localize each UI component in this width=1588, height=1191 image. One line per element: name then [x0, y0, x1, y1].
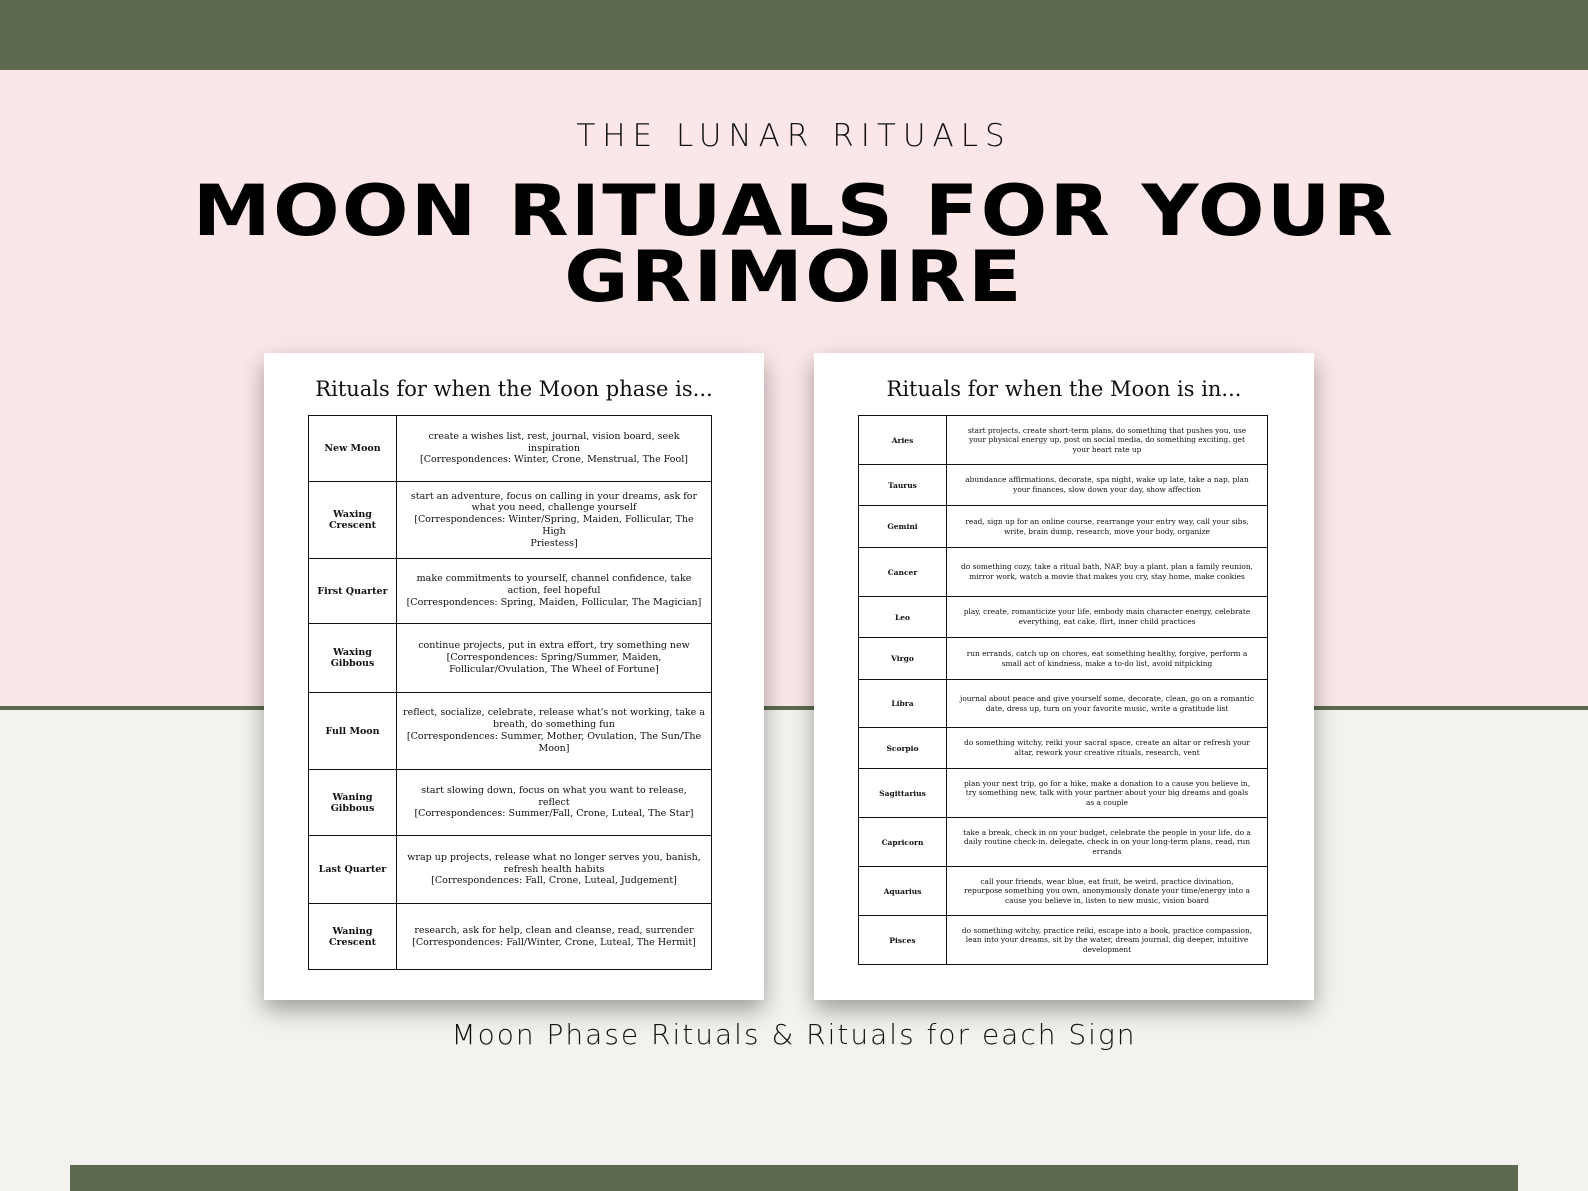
phase-label: Gibbous — [330, 802, 375, 814]
sign-label-cell — [859, 506, 947, 548]
sign-description-line: your heart rate up — [1072, 444, 1142, 454]
sign-description-cell — [947, 597, 1268, 638]
sign-row — [859, 769, 1268, 818]
sign-description-line: cause you believe in, listen to new music, vision board — [1005, 895, 1209, 905]
phase-row — [309, 836, 712, 904]
sign-row — [859, 416, 1268, 465]
sign-label: Leo — [894, 612, 911, 622]
phase-label: Full Moon — [325, 725, 380, 737]
sign-description-cell — [947, 638, 1268, 680]
phase-row — [309, 693, 712, 770]
sign-description-line: mirror work, watch a movie that makes you cry, stay home, make cookies — [969, 572, 1245, 581]
moon-phase-table — [308, 415, 712, 970]
phase-row — [309, 416, 712, 482]
sign-description-line: call your friends, wear blue, eat fruit, be weird, practice divination, — [980, 876, 1234, 886]
phase-label: Crescent — [328, 520, 377, 531]
phase-description-line: create a wishes list, rest, journal, vision board, seek — [428, 430, 680, 442]
sign-label: Aquarius — [883, 886, 922, 896]
phase-description-line: [Correspondences: Summer, Mother, Ovulation, The Sun/The — [406, 731, 702, 742]
phase-description-line: Moon] — [538, 742, 570, 754]
phase-description-line: [Correspondences: Summer/Fall, Crone, Luteal, The Star] — [414, 808, 694, 820]
phase-label: Gibbous — [330, 658, 375, 669]
moon-sign-table — [858, 415, 1268, 965]
sign-label-cell — [859, 680, 947, 728]
phase-row — [309, 904, 712, 970]
sign-description-line: take a break, check in on your budget, celebrate the people in your life, do a — [963, 827, 1251, 837]
phase-description-line: [Correspondences: Winter, Crone, Menstrual, The Fool] — [419, 454, 688, 466]
phase-label: Crescent — [328, 936, 377, 948]
top-bar — [0, 0, 1588, 70]
sign-label: Virgo — [891, 654, 914, 663]
phase-description-line: [Correspondences: Spring, Maiden, Follicular, The Magician] — [406, 596, 702, 608]
sign-description-line: repurpose something you own, anonymously donate your time/energy into a — [964, 886, 1250, 896]
sign-description-line: plan your next trip, go for a hike, make a donation to a cause you believe in, — [963, 778, 1251, 788]
phase-label-cell — [309, 559, 397, 624]
phase-description-line: start slowing down, focus on what you want to release, — [421, 784, 687, 796]
headline-line-1: MOON RITUALS FOR YOUR — [192, 170, 1396, 252]
phase-label-cell — [309, 482, 397, 559]
sign-description-line: errands — [1092, 846, 1122, 856]
sign-description-line: try something new, talk with your partner about your big dreams and goals — [965, 788, 1249, 798]
sign-label-cell — [859, 597, 947, 638]
phase-description-cell — [397, 482, 712, 559]
sign-label: Capricorn — [881, 837, 924, 847]
phase-description-line: Follicular/Ovulation, The Wheel of Fortune] — [449, 663, 659, 675]
phase-description-line: breath, do something fun — [493, 719, 615, 731]
sign-description-line: do something cozy, take a ritual bath, NAP, buy a plant, plan a family reunion, — [961, 562, 1253, 572]
phase-description-cell — [397, 624, 712, 693]
phase-description-line: action, feel hopeful — [507, 585, 601, 597]
sign-description-line: everything, eat cake, flirt, inner child practices — [1018, 617, 1196, 626]
headline-line-2: GRIMOIRE — [564, 236, 1024, 318]
sign-label: Pisces — [889, 935, 916, 945]
sign-label-cell — [859, 867, 947, 916]
phase-description-line: reflect — [538, 796, 570, 808]
caption: Moon Phase Rituals & Rituals for each Sign — [451, 1018, 1137, 1051]
sign-label-cell — [859, 416, 947, 465]
sign-description-line: abundance affirmations, decorate, spa night, wake up late, take a nap, plan — [965, 475, 1249, 485]
phase-label: Waning — [332, 925, 373, 937]
sign-description-line: play, create, romanticize your life, embody main character energy, celebrate — [963, 607, 1251, 617]
sign-label: Sagittarius — [879, 788, 926, 798]
sign-description-line: daily routine check-in, delegate, check in on your long-term plans, read, run — [963, 837, 1251, 847]
sign-description-line: read, sign up for an online course, rearrange your entry way, call your sibs, — [965, 516, 1249, 526]
phase-label-cell — [309, 624, 397, 693]
sign-description-cell — [947, 818, 1268, 867]
moon-sign-page-title: Rituals for when the Moon is in... — [886, 377, 1242, 401]
phase-description-line: [Correspondences: Fall/Winter, Crone, Luteal, The Hermit] — [412, 936, 696, 948]
sign-description-line: small act of kindness, make a to-do list, avoid nitpicking — [1001, 658, 1213, 668]
sign-description-cell — [947, 769, 1268, 818]
phase-description-cell — [397, 416, 712, 482]
phase-description-line: reflect, socialize, celebrate, release what's not working, take a — [403, 707, 705, 719]
sign-label-cell — [859, 818, 947, 867]
phase-description-cell — [397, 904, 712, 970]
phase-description-line: Priestess] — [530, 537, 578, 549]
sign-label: Scorpio — [886, 743, 919, 753]
phase-description-line: continue projects, put in extra effort, try something new — [418, 640, 690, 652]
sign-label-cell — [859, 769, 947, 818]
phase-label: New Moon — [324, 443, 381, 454]
sign-description-cell — [947, 416, 1268, 465]
sign-description-line: your finances, slow down your day, show affection — [1013, 485, 1201, 494]
phase-row — [309, 559, 712, 624]
sign-label-cell — [859, 548, 947, 597]
phase-description-cell — [397, 693, 712, 770]
phase-description-line: inspiration — [527, 442, 581, 454]
sign-description-line: journal about peace and give yourself some, decorate, clean, go on a romantic — [960, 693, 1254, 703]
sign-label-cell — [859, 465, 947, 506]
sign-description-line: your physical energy up, post on social media, do something exciting, get — [969, 435, 1245, 445]
sign-description-cell — [947, 867, 1268, 916]
phase-label: Waxing — [333, 647, 372, 658]
brand-name: THE LUNAR RITUALS — [576, 118, 1012, 154]
phase-label: Last Quarter — [318, 864, 387, 875]
phase-description-line: [Correspondences: Winter/Spring, Maiden, Follicular, The High — [414, 514, 694, 537]
bottom-bar — [70, 1165, 1518, 1191]
phase-label-cell — [309, 416, 397, 482]
phase-label: Waxing — [333, 509, 372, 520]
sign-description-line: run errands, catch up on chores, eat something healthy, forgive, perform a — [966, 648, 1248, 658]
headline — [0, 170, 1588, 318]
sign-description-line: date, dress up, turn on your favorite music, write a gratitude list — [985, 703, 1229, 713]
phase-description-line: what you need, challenge yourself — [471, 502, 637, 514]
sign-label-cell — [859, 638, 947, 680]
phase-description-cell — [397, 770, 712, 836]
sign-description-cell — [947, 465, 1268, 506]
moon-phase-page — [264, 353, 764, 1000]
sign-description-line: write, brain dump, research, move your body, organize — [1004, 526, 1210, 536]
phase-description-cell — [397, 559, 712, 624]
moon-sign-page — [814, 353, 1314, 1000]
phase-label-cell — [309, 693, 397, 770]
sign-row — [859, 818, 1268, 867]
sign-label-cell — [859, 728, 947, 769]
sign-description-line: altar, rework your creative rituals, research, vent — [1014, 748, 1200, 757]
sign-row — [859, 548, 1268, 597]
phase-label-cell — [309, 904, 397, 970]
phase-label-cell — [309, 836, 397, 904]
pink-band — [0, 70, 1588, 707]
sign-label: Cancer — [887, 567, 918, 577]
sign-row — [859, 867, 1268, 916]
divider-line — [0, 706, 1588, 710]
sign-row — [859, 728, 1268, 769]
sign-row — [859, 597, 1268, 638]
phase-description-line: wrap up projects, release what no longer serves you, banish, — [407, 851, 701, 863]
sign-description-line: do something witchy, reiki your sacral space, create an altar or refresh your — [964, 738, 1250, 748]
sign-label: Gemini — [887, 522, 918, 531]
sign-row — [859, 638, 1268, 680]
sign-description-line: development — [1082, 944, 1132, 954]
sign-description-cell — [947, 680, 1268, 728]
phase-description-line: [Correspondences: Spring/Summer, Maiden, — [446, 652, 662, 664]
sign-row — [859, 465, 1268, 506]
sign-description-line: lean into your dreams, sit by the water, dream journal, dig deeper, intuitive — [965, 935, 1249, 945]
phase-description-cell — [397, 836, 712, 904]
sign-label-cell — [859, 916, 947, 965]
sign-label: Libra — [891, 699, 914, 708]
phase-description-line: make commitments to yourself, channel confidence, take — [416, 573, 692, 585]
moon-phase-page-title: Rituals for when the Moon phase is... — [315, 377, 713, 401]
sign-description-cell — [947, 548, 1268, 597]
phase-description-line: refresh health habits — [503, 863, 605, 875]
phase-row — [309, 770, 712, 836]
sign-description-cell — [947, 916, 1268, 965]
sign-description-line: do something witchy, practice reiki, escape into a book, practice compassion, — [961, 925, 1253, 935]
phase-label: Waning — [332, 791, 373, 803]
sign-row — [859, 506, 1268, 548]
phase-label-cell — [309, 770, 397, 836]
phase-description-line: research, ask for help, clean and cleanse, read, surrender — [414, 924, 694, 936]
sign-row — [859, 916, 1268, 965]
phase-description-line: start an adventure, focus on calling in your dreams, ask for — [410, 490, 698, 502]
sign-description-cell — [947, 728, 1268, 769]
phase-label: First Quarter — [317, 585, 388, 597]
sign-description-line: as a couple — [1085, 797, 1129, 807]
phase-row — [309, 482, 712, 559]
phase-description-line: [Correspondences: Fall, Crone, Luteal, Judgement] — [431, 875, 677, 887]
phase-row — [309, 624, 712, 693]
sign-label: Aries — [891, 435, 914, 445]
sign-row — [859, 680, 1268, 728]
sign-description-line: start projects, create short-term plans, do something that pushes you, use — [967, 425, 1247, 435]
sign-description-cell — [947, 506, 1268, 548]
sign-label: Taurus — [888, 480, 917, 490]
